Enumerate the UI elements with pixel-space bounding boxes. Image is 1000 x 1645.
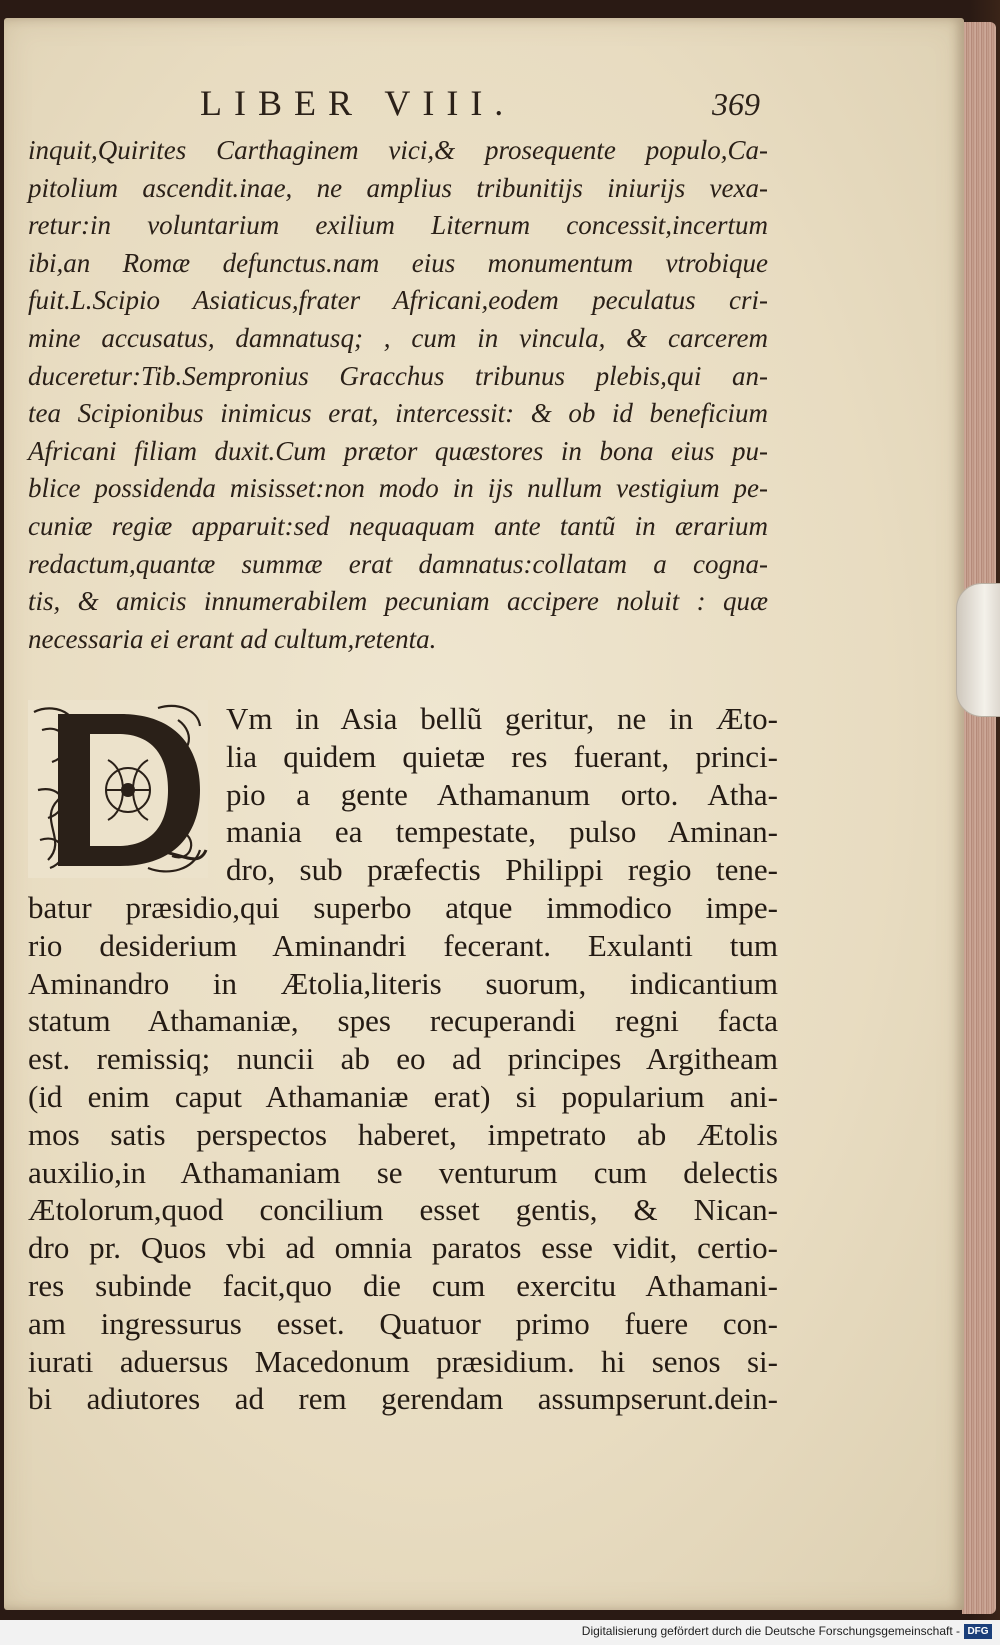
text-line: inquit,Quirites Carthaginem vici,& prosequente populo,Ca- — [28, 135, 768, 165]
book-page-edges — [962, 22, 996, 1614]
text-line: dro pr. Quos vbi ad omnia paratos esse vidit, certio- — [28, 1230, 778, 1266]
folio-number: 369 — [712, 86, 760, 122]
text-line: mos satis perspectos haberet, impetrato ab Ætolis — [28, 1116, 778, 1152]
text-line: statum Athamaniæ, spes recuperandi regni facta — [28, 1003, 778, 1039]
text-line: tea Scipionibus inimicus erat, intercessit: & ob id beneficium — [28, 398, 768, 429]
text-line: lia quidem quietæ res fuerant, princi- — [226, 738, 778, 774]
text-line: mania ea tempestate, pulso Aminan- — [226, 814, 778, 850]
text-line: Africani filiam duxit.Cum prætor quæstores in bona eius pu- — [28, 435, 768, 466]
text-line: fuit.L.Scipio Asiaticus,frater Africani,eodem peculatus cri- — [28, 285, 768, 316]
text-line: redactum,quantæ summæ erat damnatus:collatam a cogna- — [28, 548, 768, 579]
text-line: blice possidenda misisset:non modo in ijs nullum vestigium pe- — [28, 473, 768, 504]
text-line: retur:in voluntarium exilium Liternum concessit,incertum — [28, 210, 768, 241]
roman-text-block — [28, 700, 778, 1418]
text-line: pitolium ascendit.inae, ne amplius tribunitijs iniurijs vexa- — [28, 172, 768, 203]
text-line: cuniæ regiæ apparuit:sed nequaquam ante tantũ in ærarium — [28, 510, 768, 541]
text-line: ibi,an Romæ defunctus.nam eius monumentum vtrobique — [28, 247, 768, 278]
text-line: am ingressurus esset. Quatuor primo fuere con- — [28, 1305, 778, 1341]
italic-text-block — [28, 132, 768, 658]
text-line: iurati aduersus Macedonum præsidium. hi senos si- — [28, 1343, 778, 1379]
text-line: duceretur:Tib.Sempronius Gracchus tribunus plebis,qui an- — [28, 360, 768, 391]
dfg-logo: DFG — [964, 1624, 992, 1639]
text-line: mine accusatus, damnatusq; , cum in vincula, & carcerem — [28, 322, 768, 353]
text-line: batur præsidio,qui superbo atque immodico impe- — [28, 889, 778, 925]
page-clip — [956, 583, 1000, 717]
digitization-footer — [0, 1620, 1000, 1645]
text-line: dro, sub præfectis Philippi regio tene- — [226, 852, 778, 888]
text-line: auxilio,in Athamaniam se venturum cum delectis — [28, 1154, 778, 1190]
text-line: est. remissiq; nuncii ab eo ad principes Argitheam — [28, 1041, 778, 1077]
text-line: rio desiderium Aminandri fecerant. Exulanti tum — [28, 927, 778, 963]
text-line: res subinde facit,quo die cum exercitu Athamani- — [28, 1267, 778, 1303]
text-line: tis, & amicis innumerabilem pecuniam accipere noluit : quæ — [28, 586, 768, 617]
text-line: Vm in Asia bellũ geritur, ne in Æto- — [226, 701, 778, 736]
text-line: bi adiutores ad rem gerendam assumpserunt.dein- — [28, 1381, 778, 1417]
footer-credit: Digitalisierung gefördert durch die Deutsche Forschungsgemeinschaft - — [581, 1624, 960, 1638]
running-head: LIBER VIII. — [200, 83, 516, 123]
text-line: pio a gente Athamanum orto. Atha- — [226, 776, 778, 812]
text-line: Aminandro in Ætolia,literis suorum, indicantium — [28, 965, 778, 1001]
text-line: Ætolorum,quod concilium esset gentis, & Nican- — [28, 1192, 778, 1228]
text-line: necessaria ei erant ad cultum,retenta. — [28, 623, 437, 654]
text-line: (id enim caput Athamaniæ erat) si popularium ani- — [28, 1078, 778, 1114]
